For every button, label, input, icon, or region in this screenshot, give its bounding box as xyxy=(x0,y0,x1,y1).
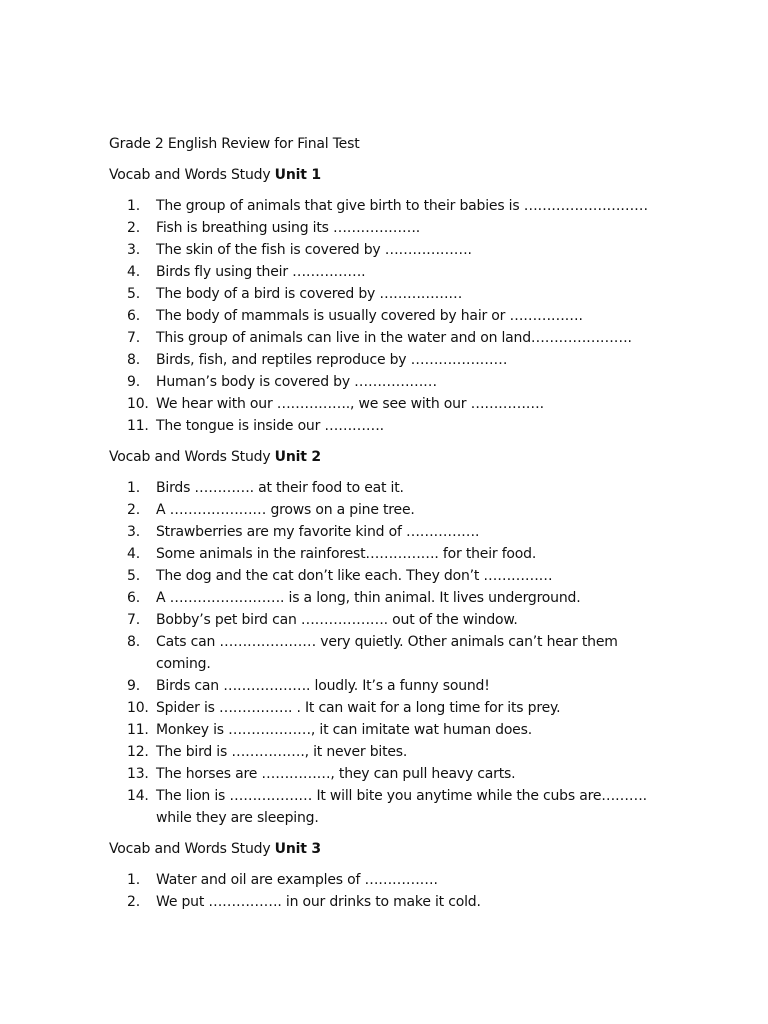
item-number: 1. xyxy=(127,198,140,214)
item-number: 9. xyxy=(127,374,140,390)
item-text: We put ……………. in our drinks to make it cold. xyxy=(156,894,481,910)
item-number: 7. xyxy=(127,330,140,346)
item-number: 5. xyxy=(127,286,140,302)
item-number: 13. xyxy=(127,766,149,782)
item-number: 2. xyxy=(127,502,140,518)
list-item xyxy=(109,327,709,349)
item-text: Some animals in the rainforest……………. for their food. xyxy=(156,546,537,562)
item-number: 8. xyxy=(127,352,140,368)
list-item xyxy=(109,631,709,675)
item-number: 12. xyxy=(127,744,149,760)
item-number: 6. xyxy=(127,308,140,324)
item-number: 4. xyxy=(127,546,140,562)
item-text: Strawberries are my favorite kind of ……………. xyxy=(156,524,480,540)
list-item xyxy=(109,393,709,415)
unit-heading-number: Unit 2 xyxy=(274,449,321,465)
item-number: 10. xyxy=(127,396,149,412)
unit-3-question-list xyxy=(109,869,709,913)
unit-heading-prefix: Vocab and Words Study xyxy=(109,167,275,183)
list-item xyxy=(109,565,709,587)
item-text: A ………………… grows on a pine tree. xyxy=(156,502,415,518)
list-item xyxy=(109,741,709,763)
item-number: 14. xyxy=(127,788,149,804)
list-item xyxy=(109,477,709,499)
item-number: 1. xyxy=(127,480,140,496)
list-item xyxy=(109,587,709,609)
unit-heading-prefix: Vocab and Words Study xyxy=(109,449,275,465)
unit-2-question-list xyxy=(109,477,709,829)
list-item xyxy=(109,499,709,521)
item-text: Monkey is ………………, it can imitate wat human does. xyxy=(156,722,532,738)
item-number: 11. xyxy=(127,722,149,738)
list-item xyxy=(109,261,709,283)
item-text: Birds, fish, and reptiles reproduce by ………………… xyxy=(156,352,508,368)
list-item xyxy=(109,697,709,719)
unit-1-question-list xyxy=(109,195,709,437)
item-text: Spider is ……………. . It can wait for a long time for its prey. xyxy=(156,700,561,716)
list-item xyxy=(109,195,709,217)
item-number: 7. xyxy=(127,612,140,628)
unit-heading-number: Unit 1 xyxy=(274,167,321,183)
item-number: 9. xyxy=(127,678,140,694)
item-text: The lion is ……………… It will bite you anytime while the cubs are………. while they are sleeping. xyxy=(156,788,647,826)
item-text: Water and oil are examples of ……………. xyxy=(156,872,438,888)
item-number: 3. xyxy=(127,242,140,258)
list-item xyxy=(109,305,709,327)
list-item xyxy=(109,891,709,913)
list-item xyxy=(109,719,709,741)
item-text: A ……………………. is a long, thin animal. It lives underground. xyxy=(156,590,581,606)
list-item xyxy=(109,785,709,829)
list-item xyxy=(109,675,709,697)
list-item xyxy=(109,763,709,785)
list-item xyxy=(109,869,709,891)
item-text: The dog and the cat don’t like each. They don’t …………… xyxy=(156,568,553,584)
unit-heading-prefix: Vocab and Words Study xyxy=(109,841,275,857)
item-text: We hear with our ……………., we see with our ……………. xyxy=(156,396,544,412)
item-number: 8. xyxy=(127,634,140,650)
item-number: 10. xyxy=(127,700,149,716)
page-title: Grade 2 English Review for Final Test xyxy=(109,136,360,152)
item-text: The bird is ……………., it never bites. xyxy=(156,744,408,760)
item-number: 2. xyxy=(127,894,140,910)
item-text: The body of mammals is usually covered by hair or ……………. xyxy=(156,308,583,324)
list-item xyxy=(109,217,709,239)
item-text: Fish is breathing using its ………………. xyxy=(156,220,421,236)
item-number: 4. xyxy=(127,264,140,280)
item-text: Birds can ………………. loudly. It’s a funny sound! xyxy=(156,678,490,694)
item-number: 11. xyxy=(127,418,149,434)
item-text: The skin of the fish is covered by ………………. xyxy=(156,242,472,258)
unit-2-heading xyxy=(109,446,709,468)
document-content xyxy=(109,133,709,922)
item-number: 6. xyxy=(127,590,140,606)
list-item xyxy=(109,543,709,565)
item-text: Cats can ………………… very quietly. Other animals can’t hear them coming. xyxy=(156,634,618,672)
item-text: The tongue is inside our …………. xyxy=(156,418,384,434)
list-item xyxy=(109,239,709,261)
item-text: The group of animals that give birth to their babies is ……………………… xyxy=(156,198,648,214)
item-text: Human’s body is covered by ……………… xyxy=(156,374,437,390)
list-item xyxy=(109,371,709,393)
list-item xyxy=(109,415,709,437)
item-text: The body of a bird is covered by ……………… xyxy=(156,286,463,302)
item-text: This group of animals can live in the water and on land…………………. xyxy=(156,330,632,346)
unit-3-heading xyxy=(109,838,709,860)
item-number: 2. xyxy=(127,220,140,236)
item-number: 1. xyxy=(127,872,140,888)
list-item xyxy=(109,609,709,631)
item-text: Bobby’s pet bird can ………………. out of the window. xyxy=(156,612,518,628)
item-number: 3. xyxy=(127,524,140,540)
item-text: Birds …………. at their food to eat it. xyxy=(156,480,404,496)
unit-1-heading xyxy=(109,164,709,186)
list-item xyxy=(109,349,709,371)
item-text: The horses are ……………, they can pull heavy carts. xyxy=(156,766,516,782)
list-item xyxy=(109,521,709,543)
unit-heading-number: Unit 3 xyxy=(274,841,321,857)
item-number: 5. xyxy=(127,568,140,584)
list-item xyxy=(109,283,709,305)
item-text: Birds fly using their ……………. xyxy=(156,264,366,280)
